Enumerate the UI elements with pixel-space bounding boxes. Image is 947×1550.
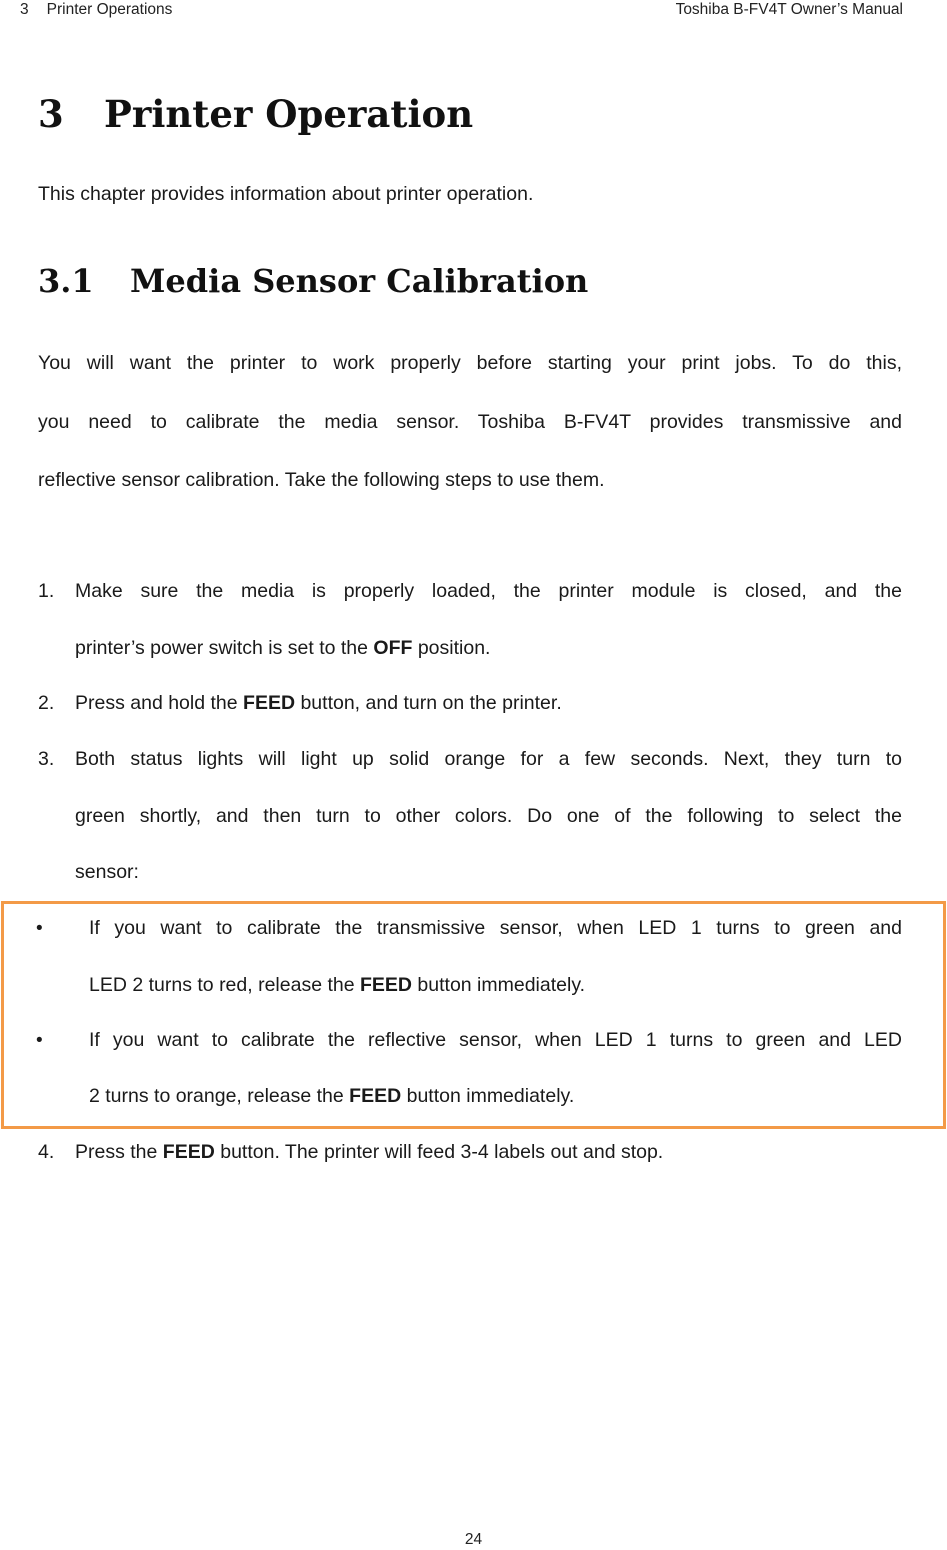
section-heading-title: Media Sensor Calibration [130, 262, 589, 300]
step-3-line: Both status lights will light up solid orange for a few seconds. Next, they turn to [75, 748, 902, 770]
paragraph-line: reflective sensor calibration. Take the following steps to use them. [38, 469, 605, 491]
step-marker: 4. [38, 1141, 55, 1163]
bullet-1-line: LED 2 turns to red, release the FEED button immediately. [89, 974, 586, 996]
step-marker: 2. [38, 692, 55, 714]
step-4-line: Press the FEED button. The printer will feed 3-4 labels out and stop. [75, 1141, 664, 1163]
step-marker: 3. [38, 748, 55, 770]
header-chapter-title: Printer Operations [46, 1, 173, 18]
feed-keyword: FEED [349, 1085, 402, 1107]
step-2-line: Press and hold the FEED button, and turn on the printer. [75, 692, 562, 714]
running-header-chapter [20, 0, 172, 20]
off-keyword: OFF [373, 637, 413, 659]
chapter-heading-number: 3 [38, 92, 64, 136]
header-chapter-number: 3 [20, 1, 29, 18]
bullet-icon: • [36, 918, 43, 939]
page-number: 24 [464, 1531, 483, 1548]
running-header-manual-title: Toshiba B-FV4T Owner’s Manual [675, 1, 903, 18]
chapter-heading [38, 88, 473, 140]
feed-keyword: FEED [359, 974, 412, 996]
bullet-2-line: 2 turns to orange, release the FEED button immediately. [89, 1085, 575, 1107]
bullet-icon: • [36, 1030, 43, 1051]
bullet-2-line: If you want to calibrate the reflective sensor, when LED 1 turns to green and LED [89, 1029, 902, 1051]
paragraph-line: you need to calibrate the media sensor. Toshiba B-FV4T provides transmissive and [38, 411, 902, 433]
chapter-intro: This chapter provides information about printer operation. [38, 183, 534, 205]
feed-keyword: FEED [162, 1141, 215, 1163]
step-marker: 1. [38, 580, 55, 602]
step-1-line: Make sure the media is properly loaded, the printer module is closed, and the [75, 580, 902, 602]
paragraph-line: You will want the printer to work properly before starting your print jobs. To do this, [38, 352, 902, 374]
feed-keyword: FEED [243, 692, 296, 714]
section-heading [38, 258, 588, 304]
step-1-line: printer’s power switch is set to the OFF position. [75, 637, 491, 659]
section-heading-number: 3.1 [38, 262, 94, 300]
bullet-1-line: If you want to calibrate the transmissive sensor, when LED 1 turns to green and [89, 917, 902, 939]
chapter-heading-title: Printer Operation [104, 92, 474, 136]
step-3-line: sensor: [75, 861, 139, 883]
step-3-line: green shortly, and then turn to other colors. Do one of the following to select the [75, 805, 902, 827]
